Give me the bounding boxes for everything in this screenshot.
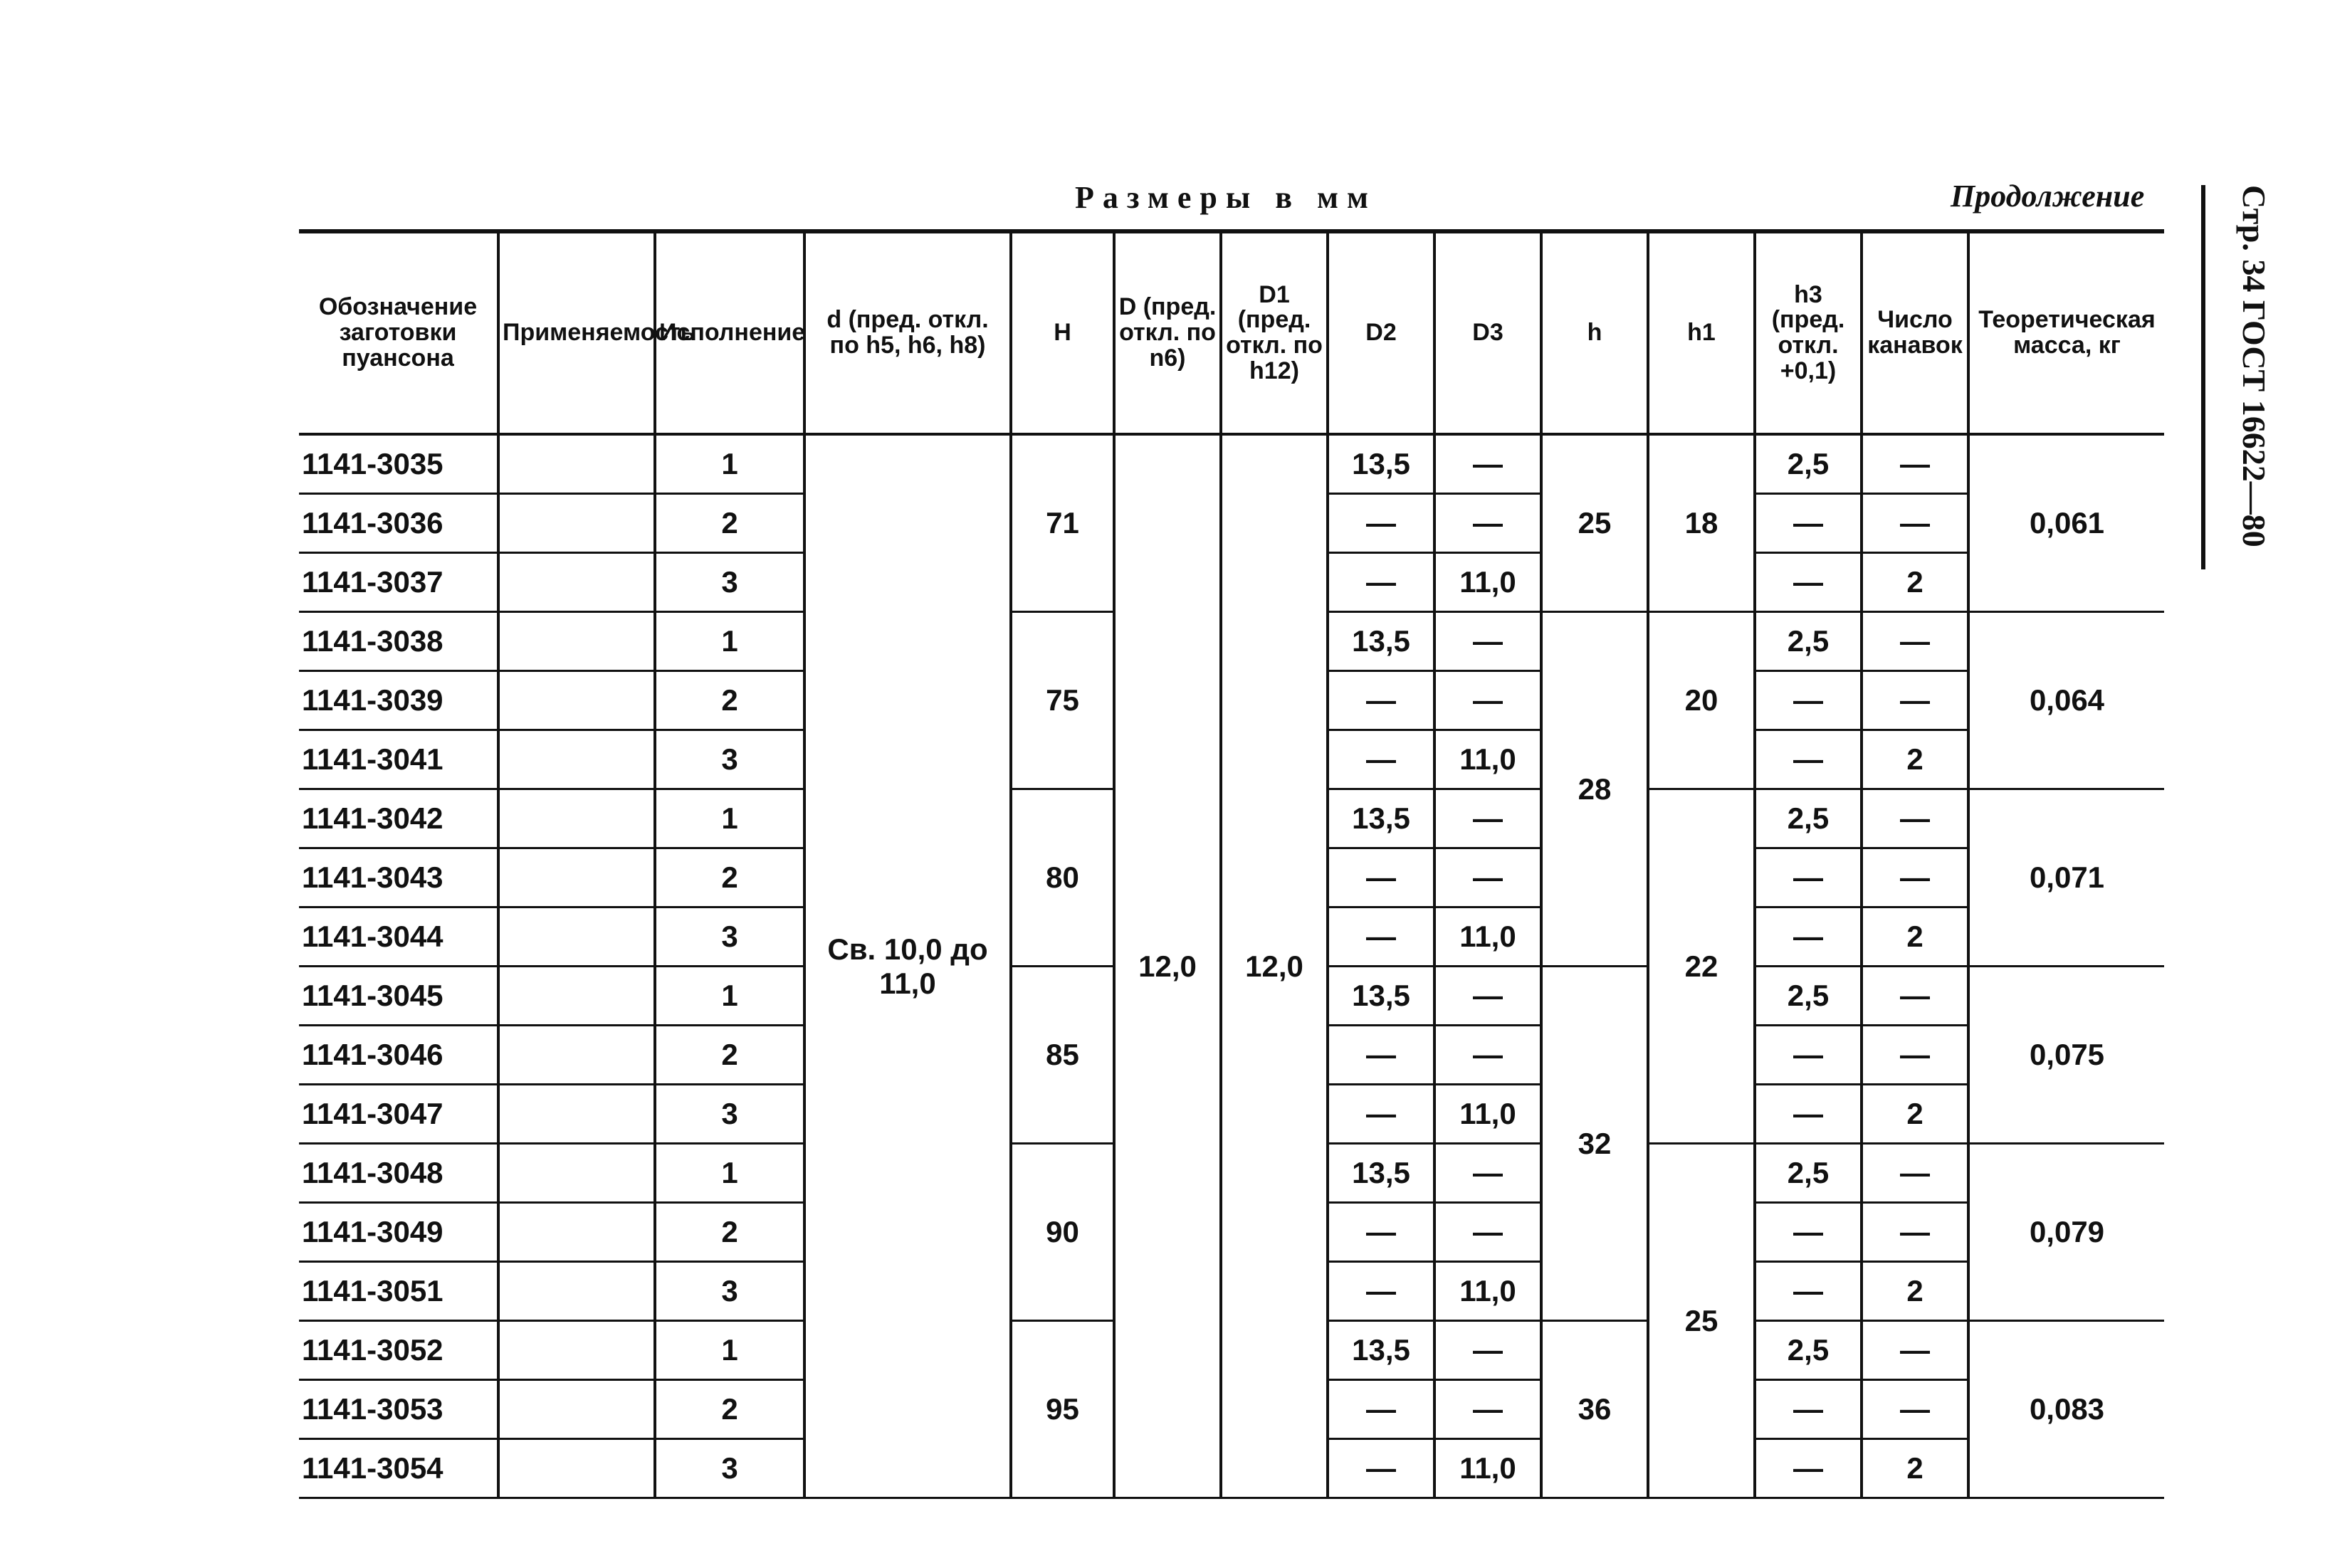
cell-H: 80 (1011, 789, 1114, 967)
cell-ispolnenie: 1 (655, 612, 804, 671)
cell-h1: 22 (1648, 789, 1755, 1144)
table-header-row (299, 233, 2164, 434)
cell-applicability (498, 789, 655, 848)
cell-h3: 2,5 (1755, 434, 1862, 494)
cell-h1: 20 (1648, 612, 1755, 789)
cell-ispolnenie: 3 (655, 1439, 804, 1498)
cell-D3: — (1434, 1321, 1541, 1380)
cell-D2: 13,5 (1328, 612, 1434, 671)
cell-mass: 0,079 (1968, 1144, 2164, 1321)
cell-applicability (498, 434, 655, 494)
column-header: H (1011, 233, 1114, 434)
cell-ispolnenie: 2 (655, 1203, 804, 1262)
cell-applicability (498, 1380, 655, 1439)
cell-D2: — (1328, 730, 1434, 789)
cell-code: 1141-3053 (299, 1380, 498, 1439)
page-title: Размеры в мм (1075, 180, 1377, 215)
cell-D3: — (1434, 1144, 1541, 1203)
cell-D2: — (1328, 1026, 1434, 1085)
column-header: D3 (1434, 233, 1541, 434)
column-header: h3 (пред. откл. +0,1) (1755, 233, 1862, 434)
cell-h3: — (1755, 1380, 1862, 1439)
cell-h3: — (1755, 848, 1862, 907)
cell-grooves: 2 (1862, 1262, 1968, 1321)
cell-ispolnenie: 3 (655, 1262, 804, 1321)
cell-applicability (498, 1262, 655, 1321)
cell-d-range: Св. 10,0 до 11,0 (804, 434, 1011, 1498)
cell-D3: — (1434, 1380, 1541, 1439)
cell-grooves: — (1862, 1380, 1968, 1439)
cell-D2: 13,5 (1328, 967, 1434, 1026)
cell-grooves: 2 (1862, 1085, 1968, 1144)
column-header: h (1541, 233, 1648, 434)
cell-grooves: — (1862, 848, 1968, 907)
cell-D3: — (1434, 967, 1541, 1026)
cell-H: 71 (1011, 434, 1114, 612)
cell-D2: — (1328, 1380, 1434, 1439)
cell-grooves: — (1862, 967, 1968, 1026)
cell-h1: 18 (1648, 434, 1755, 612)
cell-grooves: 2 (1862, 730, 1968, 789)
cell-applicability (498, 1026, 655, 1085)
cell-applicability (498, 494, 655, 553)
cell-code: 1141-3046 (299, 1026, 498, 1085)
cell-D2: — (1328, 1203, 1434, 1262)
cell-h3: — (1755, 907, 1862, 967)
cell-ispolnenie: 1 (655, 1321, 804, 1380)
cell-h3: — (1755, 494, 1862, 553)
cell-ispolnenie: 3 (655, 907, 804, 967)
cell-applicability (498, 730, 655, 789)
cell-h: 28 (1541, 612, 1648, 967)
cell-code: 1141-3035 (299, 434, 498, 494)
cell-D2: — (1328, 553, 1434, 612)
column-header: d (пред. откл. по h5, h6, h8) (804, 233, 1011, 434)
cell-mass: 0,083 (1968, 1321, 2164, 1498)
cell-mass: 0,064 (1968, 612, 2164, 789)
cell-ispolnenie: 1 (655, 967, 804, 1026)
cell-D2: — (1328, 1085, 1434, 1144)
cell-ispolnenie: 3 (655, 1085, 804, 1144)
cell-applicability (498, 671, 655, 730)
cell-h3: — (1755, 1439, 1862, 1498)
cell-h3: 2,5 (1755, 967, 1862, 1026)
cell-mass: 0,061 (1968, 434, 2164, 612)
cell-D: 12,0 (1114, 434, 1221, 1498)
cell-code: 1141-3049 (299, 1203, 498, 1262)
cell-H: 90 (1011, 1144, 1114, 1321)
cell-applicability (498, 1144, 655, 1203)
cell-grooves: 2 (1862, 907, 1968, 967)
cell-applicability (498, 848, 655, 907)
cell-D3: — (1434, 1026, 1541, 1085)
punch-blanks-table (299, 233, 2164, 1499)
cell-applicability (498, 1321, 655, 1380)
cell-h3: 2,5 (1755, 1144, 1862, 1203)
cell-applicability (498, 1439, 655, 1498)
cell-h3: 2,5 (1755, 1321, 1862, 1380)
cell-code: 1141-3036 (299, 494, 498, 553)
cell-D2: — (1328, 907, 1434, 967)
cell-grooves: — (1862, 789, 1968, 848)
cell-h3: 2,5 (1755, 612, 1862, 671)
cell-H: 75 (1011, 612, 1114, 789)
cell-code: 1141-3048 (299, 1144, 498, 1203)
cell-D3: 11,0 (1434, 1262, 1541, 1321)
cell-code: 1141-3038 (299, 612, 498, 671)
cell-H: 85 (1011, 967, 1114, 1144)
cell-D2: — (1328, 671, 1434, 730)
cell-D3: — (1434, 671, 1541, 730)
cell-h3: — (1755, 1203, 1862, 1262)
cell-ispolnenie: 3 (655, 730, 804, 789)
cell-h3: — (1755, 1085, 1862, 1144)
cell-D1: 12,0 (1221, 434, 1328, 1498)
cell-D3: 11,0 (1434, 553, 1541, 612)
table-body (299, 434, 2164, 1498)
cell-D2: 13,5 (1328, 1321, 1434, 1380)
cell-D2: — (1328, 1262, 1434, 1321)
cell-D3: 11,0 (1434, 1085, 1541, 1144)
cell-grooves: 2 (1862, 553, 1968, 612)
cell-grooves: — (1862, 671, 1968, 730)
cell-h: 36 (1541, 1321, 1648, 1498)
cell-D2: 13,5 (1328, 789, 1434, 848)
cell-h3: — (1755, 1026, 1862, 1085)
cell-grooves: — (1862, 434, 1968, 494)
cell-ispolnenie: 3 (655, 553, 804, 612)
cell-grooves: — (1862, 612, 1968, 671)
cell-code: 1141-3041 (299, 730, 498, 789)
cell-h3: — (1755, 730, 1862, 789)
cell-applicability (498, 1203, 655, 1262)
cell-D2: 13,5 (1328, 1144, 1434, 1203)
cell-code: 1141-3042 (299, 789, 498, 848)
cell-code: 1141-3039 (299, 671, 498, 730)
cell-ispolnenie: 2 (655, 671, 804, 730)
table-row (299, 434, 2164, 494)
cell-h3: — (1755, 553, 1862, 612)
cell-code: 1141-3052 (299, 1321, 498, 1380)
cell-D3: 11,0 (1434, 1439, 1541, 1498)
cell-D2: — (1328, 848, 1434, 907)
cell-ispolnenie: 2 (655, 848, 804, 907)
cell-D3: 11,0 (1434, 907, 1541, 967)
cell-code: 1141-3054 (299, 1439, 498, 1498)
cell-ispolnenie: 1 (655, 434, 804, 494)
cell-h3: — (1755, 671, 1862, 730)
cell-H: 95 (1011, 1321, 1114, 1498)
column-header: D (пред. откл. по n6) (1114, 233, 1221, 434)
column-header: Обозначение заготовки пуансона (299, 233, 498, 434)
cell-D3: — (1434, 494, 1541, 553)
cell-applicability (498, 612, 655, 671)
cell-h3: — (1755, 1262, 1862, 1321)
cell-applicability (498, 553, 655, 612)
cell-D2: 13,5 (1328, 434, 1434, 494)
continuation-label: Продолжение (1951, 179, 2145, 214)
cell-code: 1141-3051 (299, 1262, 498, 1321)
cell-grooves: 2 (1862, 1439, 1968, 1498)
cell-mass: 0,071 (1968, 789, 2164, 967)
cell-D3: — (1434, 612, 1541, 671)
cell-mass: 0,075 (1968, 967, 2164, 1144)
cell-ispolnenie: 1 (655, 1144, 804, 1203)
cell-ispolnenie: 2 (655, 1380, 804, 1439)
cell-D2: — (1328, 494, 1434, 553)
cell-h: 25 (1541, 434, 1648, 612)
column-header: D1 (пред. откл. по h12) (1221, 233, 1328, 434)
cell-applicability (498, 1085, 655, 1144)
side-rule (2201, 185, 2205, 569)
cell-ispolnenie: 1 (655, 789, 804, 848)
cell-code: 1141-3045 (299, 967, 498, 1026)
cell-h3: 2,5 (1755, 789, 1862, 848)
page-number-label: Стр. 34 ГОСТ 16622—80 (2236, 185, 2272, 547)
cell-grooves: — (1862, 1144, 1968, 1203)
cell-D3: 11,0 (1434, 730, 1541, 789)
cell-grooves: — (1862, 1026, 1968, 1085)
column-header: Исполнение (655, 233, 804, 434)
column-header: D2 (1328, 233, 1434, 434)
cell-ispolnenie: 2 (655, 494, 804, 553)
column-header: Число канавок (1862, 233, 1968, 434)
cell-D3: — (1434, 434, 1541, 494)
cell-grooves: — (1862, 1203, 1968, 1262)
cell-ispolnenie: 2 (655, 1026, 804, 1085)
cell-applicability (498, 907, 655, 967)
cell-h: 32 (1541, 967, 1648, 1321)
cell-D3: — (1434, 789, 1541, 848)
cell-code: 1141-3043 (299, 848, 498, 907)
cell-code: 1141-3044 (299, 907, 498, 967)
cell-grooves: — (1862, 1321, 1968, 1380)
cell-applicability (498, 967, 655, 1026)
cell-D3: — (1434, 848, 1541, 907)
column-header: h1 (1648, 233, 1755, 434)
cell-D3: — (1434, 1203, 1541, 1262)
cell-h1: 25 (1648, 1144, 1755, 1498)
column-header: Теоретическая масса, кг (1968, 233, 2164, 434)
cell-D2: — (1328, 1439, 1434, 1498)
cell-code: 1141-3037 (299, 553, 498, 612)
column-header: Применяемость (498, 233, 655, 434)
cell-code: 1141-3047 (299, 1085, 498, 1144)
cell-grooves: — (1862, 494, 1968, 553)
